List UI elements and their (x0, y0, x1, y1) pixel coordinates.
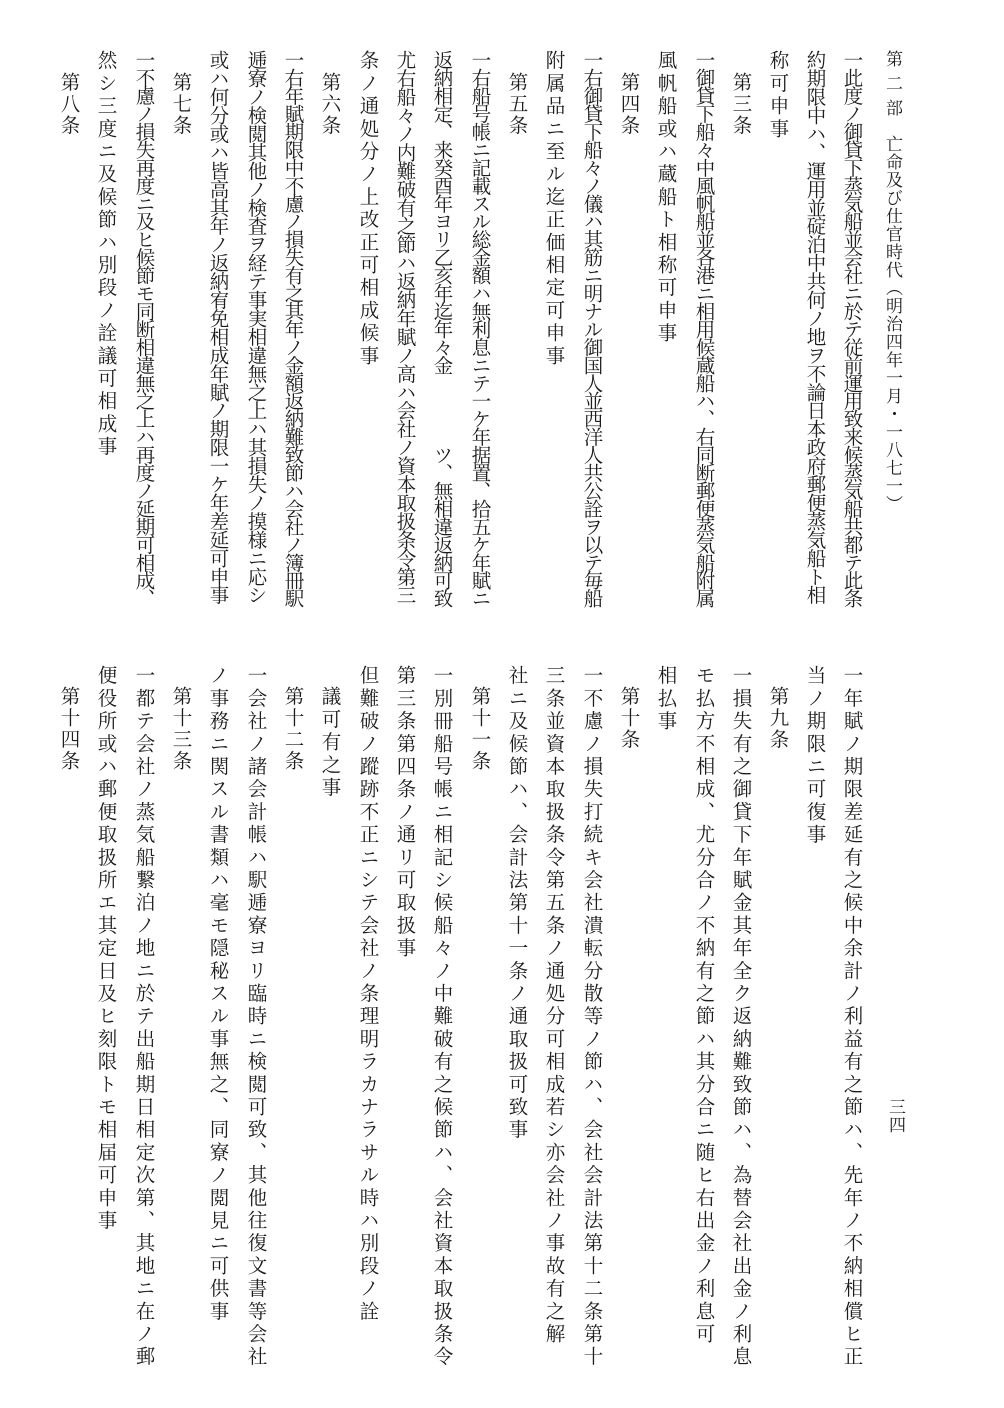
text-column: 便役所或ハ郵便取扱所エ其定日及ヒ刻限トモ相届可申事 (94, 665, 118, 1233)
text-column: 一不慮ノ損失再度ニ及ヒ候節モ同断相違無之上ハ再度ノ延期可相成、 (132, 50, 156, 607)
text-column: 逓寮ノ検閲其他ノ検査ヲ経テ事実相違無之上ハ其損失ノ摸様ニ応シ (244, 50, 268, 604)
text-column: 一右船号帳ニ記載スル総金額ハ無利息ニテ一ケ年据置、拾五ケ年賦ニ (468, 50, 492, 607)
article-heading: 第六条 (318, 72, 342, 137)
article-heading: 第十三条 (169, 686, 193, 772)
text-column: 但難破ノ蹤跡不正ニシテ会社ノ条理明ラカナラサル時ハ別段ノ詮 (356, 665, 380, 1324)
page-number: 三四 (885, 1098, 905, 1134)
article-heading: 第十条 (617, 686, 641, 751)
text-column: 或ハ何分或ハ皆高其年ノ返納宥免相成年賦ノ期限一ケ年差延可申事 (206, 50, 230, 604)
text-column: 社ニ及候節ハ、会計法第十一条ノ通取扱可致事 (505, 665, 529, 1142)
article-heading: 第四条 (617, 72, 641, 137)
article-heading: 第八条 (57, 72, 81, 137)
text-column: 条ノ通処分ノ上改正可相成候事 (356, 50, 380, 368)
text-column: 尤右船々ノ内難破有之節ハ返納年賦ノ高ハ会社ノ資本取扱条令第三 (393, 50, 417, 604)
article-heading: 第十二条 (281, 686, 305, 772)
article-heading: 第十四条 (57, 686, 81, 772)
article-heading: 第九条 (766, 686, 790, 751)
article-heading: 第七条 (169, 72, 193, 137)
text-column: 一会社ノ諸会計帳ハ駅逓寮ヨリ臨時ニ検閲可致、其他往復文書等会社 (244, 665, 268, 1369)
text-column: 一損失有之御貸下年賦金其年全ク返納難致節ハ、為替会社出金ノ利息 (729, 665, 753, 1369)
text-column: 当ノ期限ニ可復事 (803, 665, 827, 847)
text-column: 三条並資本取扱条令第五条ノ通処分可相成若シ亦会社ノ事故有之解 (542, 665, 566, 1346)
text-column: 返納相定、来癸酉年ヨリ乙亥年迄年々金 ツ、無相違返納可致 (430, 50, 454, 607)
text-column: 約期限中ハ、運用並碇泊中共何ノ地ヲ不論日本政府郵便蒸気船ト相 (803, 50, 827, 604)
text-column: 一不慮ノ損失打続キ会社潰転分散等ノ節ハ、会社会計法第十二条第十 (580, 665, 604, 1369)
text-column: 称可申事 (766, 50, 790, 141)
article-heading: 第五条 (505, 72, 529, 137)
text-column: 一右年賦期限中不慮ノ損失有之其年ノ金額返納難致節ハ会社ノ簿冊駅 (281, 50, 305, 607)
text-column: モ払方不相成、尤分合ノ不納有之節ハ其分合ニ随ヒ右出金ノ利息可 (692, 665, 716, 1346)
text-column: 議可有之事 (318, 686, 342, 800)
text-column: 一此度ノ御貸下蒸気船並会社ニ於テ従前運用致来候蒸気船共都テ此条 (840, 50, 864, 607)
text-column: ノ事務ニ関スル書類ハ毫モ隠秘スル事無之、同寮ノ閲見ニ可供事 (206, 665, 230, 1324)
text-column: 一年賦ノ期限差延有之候中余計ノ利益有之節ハ、先年ノ不納相償ヒ正 (840, 665, 864, 1369)
text-column: 一御貸下船々中風帆船並各港ニ相用候蔵船ハ、右同断郵便蒸気船附属 (692, 50, 716, 607)
running-header: 第 二 部 亡命及び仕官時代（明治四年一月・一八七一） (882, 50, 902, 513)
text-column: 風帆船或ハ蔵船ト相称可申事 (654, 50, 678, 346)
text-column: 一右御貸下船々ノ儀ハ其筋ニ明ナル御国人並西洋人共公詮ヲ以テ毎船 (580, 50, 604, 607)
text-column: 一都テ会社ノ蒸気船繋泊ノ地ニ於テ出船期日相定次第、其地ニ在ノ郵 (132, 665, 156, 1369)
text-column: 第三条第四条ノ通リ可取扱事 (393, 665, 417, 961)
text-column: 然シ三度ニ及候節ハ別段ノ詮議可相成事 (94, 50, 118, 459)
article-heading: 第三条 (729, 72, 753, 137)
text-column: 附属品ニ至ル迄正価相定可申事 (542, 50, 566, 368)
text-column: 一別冊船号帳ニ相記シ候船々ノ中難破有之候節ハ、会社資本取扱条令 (430, 665, 454, 1369)
article-heading: 第十一条 (468, 686, 492, 772)
text-column: 相払事 (654, 665, 678, 734)
